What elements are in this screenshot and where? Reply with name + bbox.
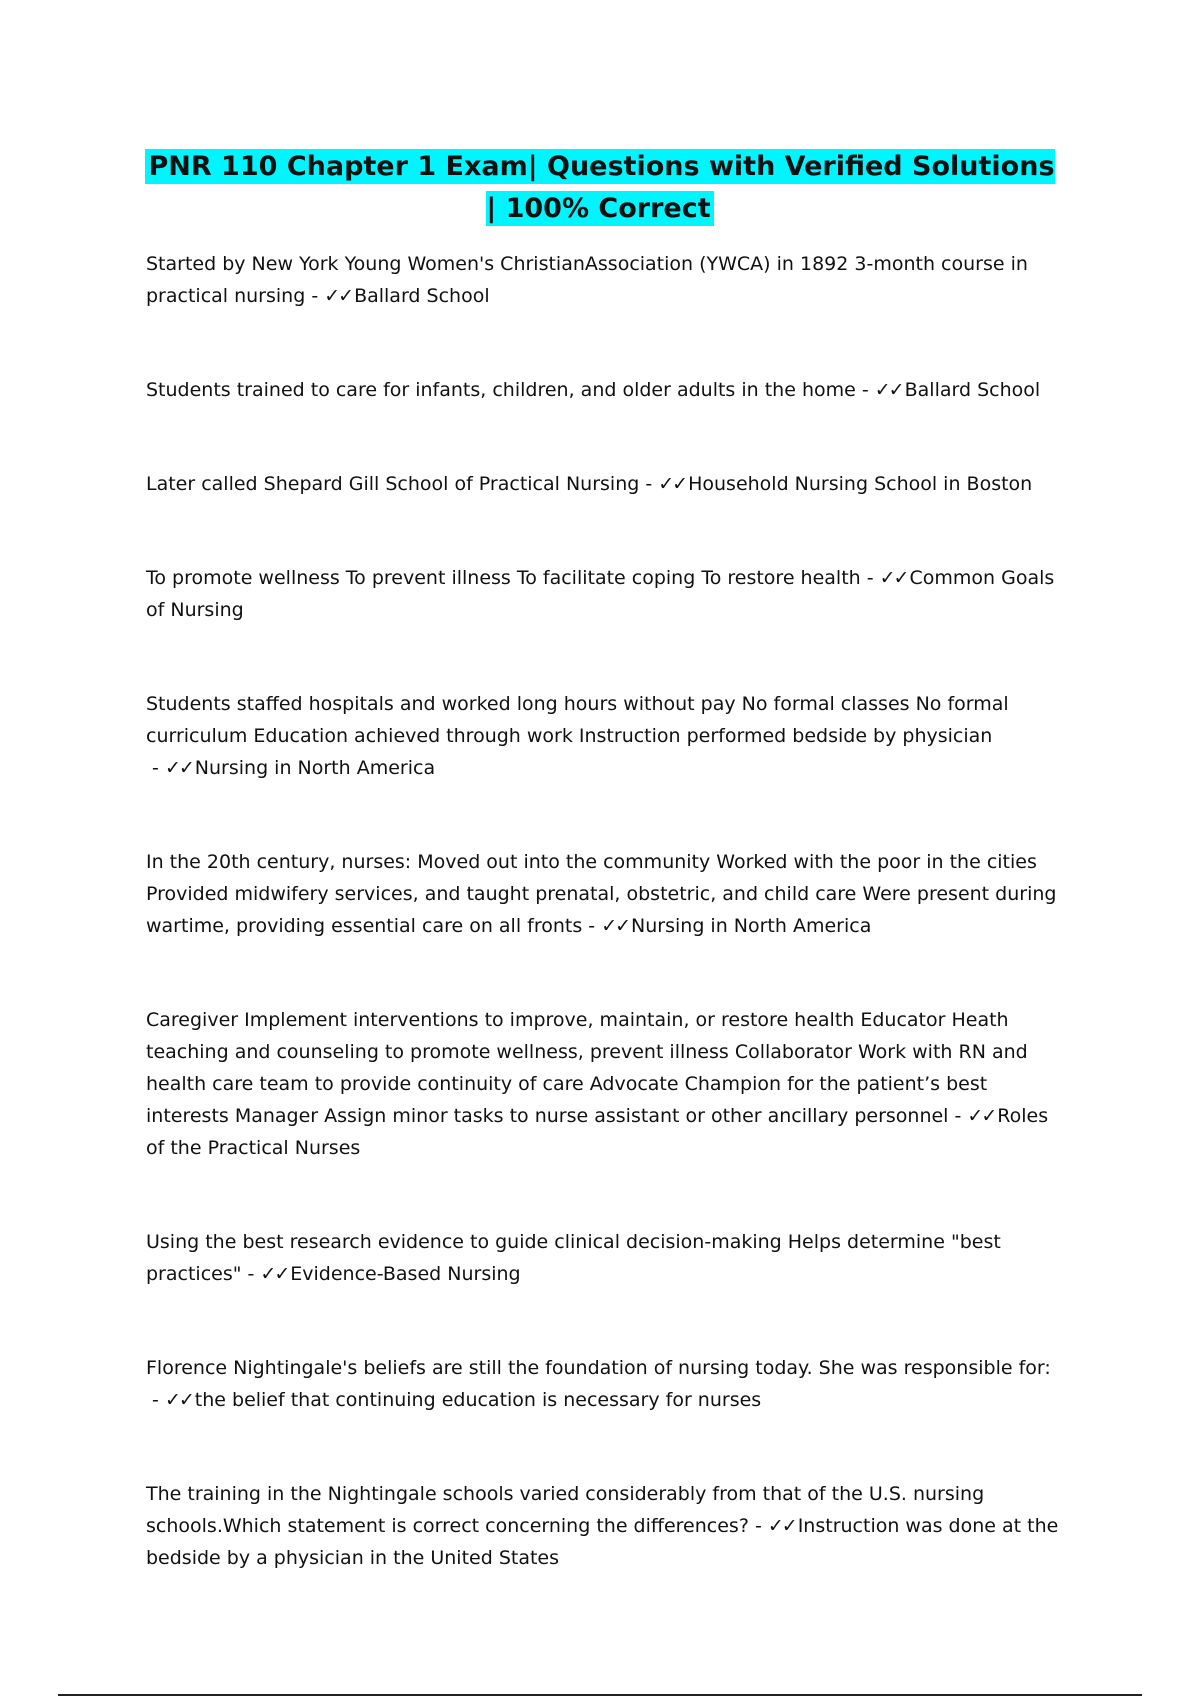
qa-question: Students trained to care for infants, children, and older adults in the home [146, 379, 856, 401]
qa-item [146, 1478, 1066, 1574]
qa-question: Using the best research evidence to guide clinical decision-making Helps determine "best practices" [146, 1231, 1001, 1285]
qa-item [146, 688, 1066, 784]
qa-item [146, 468, 1066, 500]
qa-item [146, 1352, 1066, 1416]
qa-answer: Evidence-Based Nursing [290, 1263, 521, 1285]
qa-question: Florence Nightingale's beliefs are still the foundation of nursing today. She was responsible for: [146, 1357, 1051, 1379]
qa-answer: Household Nursing School in Boston [688, 473, 1033, 495]
qa-answer: the belief that continuing education is necessary for nurses [194, 1389, 762, 1411]
qa-item [146, 248, 1066, 312]
qa-question: Later called Shepard Gill School of Practical Nursing [146, 473, 640, 495]
double-check-icon: ✓✓ [767, 1515, 796, 1537]
qa-question: Caregiver Implement interventions to improve, maintain, or restore health Educator Heath teaching and counseling to promote wellness, prevent illness Collaborator Work with RN and health care team to provide continuity of care Advocate Champion for the patient’s best interests Manager Assign minor tasks to nurse assistant or other ancillary personnel [146, 1009, 1028, 1127]
qa-separator: - [860, 567, 880, 589]
qa-separator: - [305, 285, 325, 307]
double-check-icon: ✓✓ [601, 915, 630, 937]
qa-answer: Nursing in North America [194, 757, 436, 779]
qa-answer: Instruction was done at the bedside by a physician in the United States [146, 1515, 1059, 1569]
title-highlight: PNR 110 Chapter 1 Exam| Questions with Verified Solutions | 100% Correct [145, 149, 1054, 226]
qa-list [146, 248, 1066, 1636]
qa-separator: - [855, 379, 875, 401]
qa-separator: - [748, 1515, 768, 1537]
double-check-icon: ✓✓ [874, 379, 903, 401]
double-check-icon: ✓✓ [324, 285, 353, 307]
qa-item [146, 562, 1066, 626]
qa-separator: - [146, 757, 165, 779]
qa-item [146, 846, 1066, 942]
qa-separator: - [639, 473, 659, 495]
qa-separator: - [241, 1263, 261, 1285]
qa-answer: Ballard School [904, 379, 1041, 401]
qa-question: To promote wellness To prevent illness To facilitate coping To restore health [146, 567, 861, 589]
qa-item [146, 1004, 1066, 1164]
qa-separator: - [948, 1105, 968, 1127]
double-check-icon: ✓✓ [879, 567, 908, 589]
qa-answer: Roles of the Practical Nurses [146, 1105, 1049, 1159]
document-title [140, 146, 1060, 230]
qa-question: The training in the Nightingale schools varied considerably from that of the U.S. nursing schools.Which statement is correct concerning the differences? [146, 1483, 985, 1537]
qa-separator: - [582, 915, 602, 937]
double-check-icon: ✓✓ [658, 473, 687, 495]
qa-answer: Ballard School [354, 285, 490, 307]
qa-answer: Common Goals of Nursing [146, 567, 1055, 621]
qa-item [146, 374, 1066, 406]
qa-separator: - [146, 1389, 165, 1411]
qa-item [146, 1226, 1066, 1290]
double-check-icon: ✓✓ [164, 1389, 193, 1411]
double-check-icon: ✓✓ [967, 1105, 996, 1127]
double-check-icon: ✓✓ [164, 757, 193, 779]
qa-question: Students staffed hospitals and worked long hours without pay No formal classes No formal curriculum Education achieved through work Instruction performed bedside by physician [146, 693, 1009, 747]
double-check-icon: ✓✓ [260, 1263, 289, 1285]
footer-rule [58, 1694, 1142, 1696]
qa-question: Started by New York Young Women's ChristianAssociation (YWCA) in 1892 3-month course in practical nursing [146, 253, 1028, 307]
qa-question: In the 20th century, nurses: Moved out into the community Worked with the poor in the cities Provided midwifery services, and taught prenatal, obstetric, and child care Were present during wartime, providing essential care on all fronts [146, 851, 1057, 937]
qa-answer: Nursing in North America [631, 915, 872, 937]
